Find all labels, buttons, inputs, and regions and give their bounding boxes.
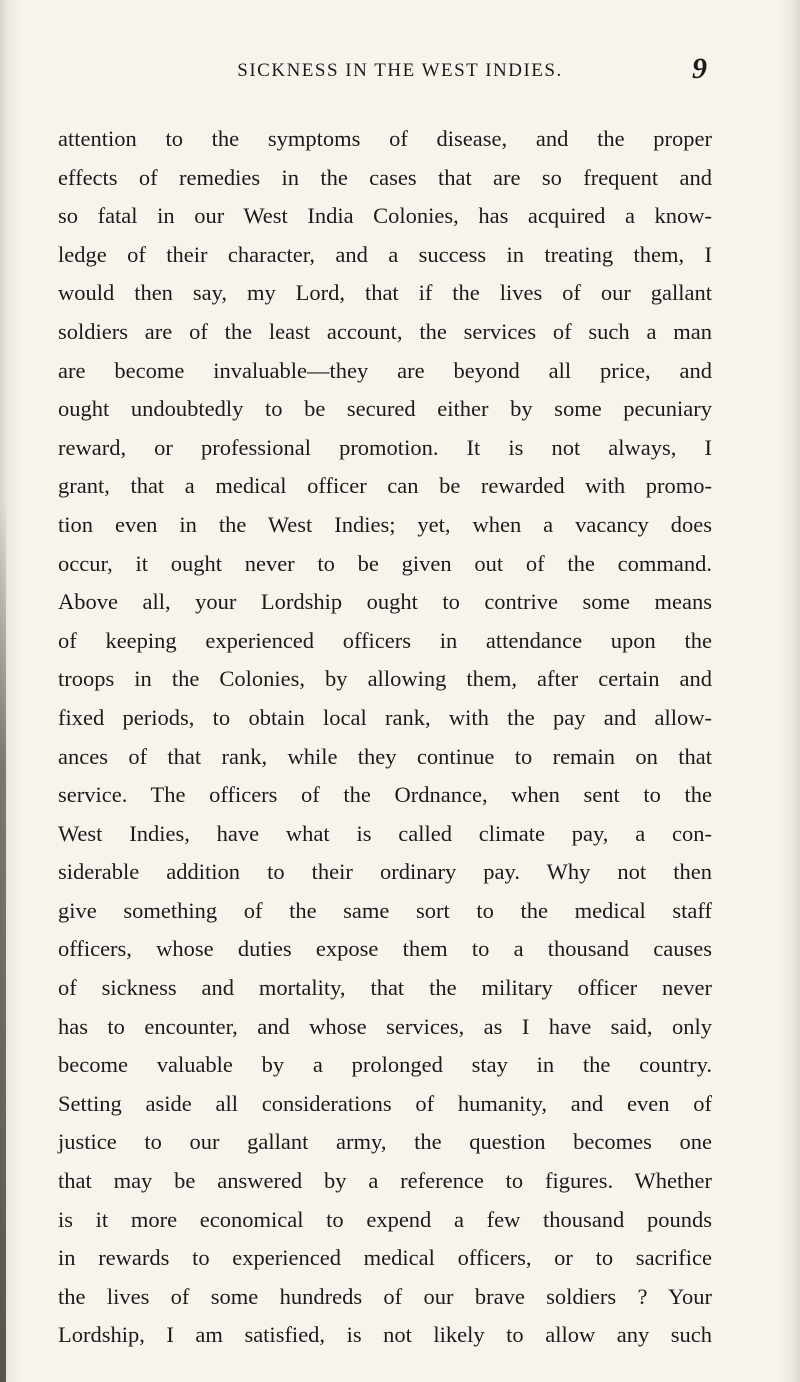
running-header: SICKNESS IN THE WEST INDIES. <box>237 60 563 81</box>
text-line: troops in the Colonies, by allowing them, after certain and <box>58 666 712 692</box>
text-line: of sickness and mortality, that the military officer never <box>58 975 712 1001</box>
text-line: occur, it ought never to be given out of the command. <box>58 550 712 576</box>
text-line: ledge of their character, and a success in treating them, I <box>58 241 712 267</box>
text-line: West Indies, have what is called climate pay, a con- <box>58 820 712 846</box>
text-line: that may be answered by a reference to figures. Whether <box>58 1168 712 1194</box>
text-line: become valuable by a prolonged stay in the country. <box>58 1052 712 1078</box>
text-line: soldiers are of the least account, the services of such a man <box>58 318 712 344</box>
text-line: attention to the symptoms of disease, and the proper <box>58 126 712 151</box>
text-line: are become invaluable—they are beyond all price, and <box>58 357 712 383</box>
text-line: in rewards to experienced medical officers, or to sacrifice <box>58 1245 712 1271</box>
text-line: the lives of some hundreds of our brave soldiers ? Your <box>58 1283 712 1309</box>
text-line: Lordship, I am satisfied, is not likely to allow any such <box>58 1322 712 1348</box>
text-line: has to encounter, and whose services, as I have said, only <box>58 1013 712 1039</box>
text-line: effects of remedies in the cases that are so frequent and <box>58 164 712 190</box>
text-line: grant, that a medical officer can be rewarded with promo- <box>58 473 712 499</box>
text-line: of keeping experienced officers in attendance upon the <box>58 627 712 653</box>
text-line: tion even in the West Indies; yet, when a vacancy does <box>58 511 712 537</box>
text-line: would then say, my Lord, that if the lives of our gallant <box>58 280 712 306</box>
text-line: reward, or professional promotion. It is not always, I <box>58 434 712 460</box>
text-line: fixed periods, to obtain local rank, with the pay and allow- <box>58 704 712 730</box>
text-line: is it more economical to expend a few thousand pounds <box>58 1206 712 1232</box>
text-line: justice to our gallant army, the question becomes one <box>58 1129 712 1155</box>
text-line: Setting aside all considerations of humanity, and even of <box>58 1090 712 1116</box>
text-line: give something of the same sort to the medical staff <box>58 897 712 923</box>
text-line: officers, whose duties expose them to a thousand causes <box>58 936 712 962</box>
text-line: Above all, your Lordship ought to contrive some means <box>58 589 712 615</box>
page-gutter-shadow <box>0 500 6 1382</box>
body-text <box>58 120 712 1355</box>
text-line: service. The officers of the Ordnance, when sent to the <box>58 782 712 808</box>
text-line: so fatal in our West India Colonies, has acquired a know- <box>58 203 712 229</box>
text-line: ought undoubtedly to be secured either by some pecuniary <box>58 396 712 422</box>
text-line: ances of that rank, while they continue to remain on that <box>58 743 712 769</box>
page-number: 9 <box>692 52 707 85</box>
text-line: siderable addition to their ordinary pay. Why not then <box>58 859 712 885</box>
